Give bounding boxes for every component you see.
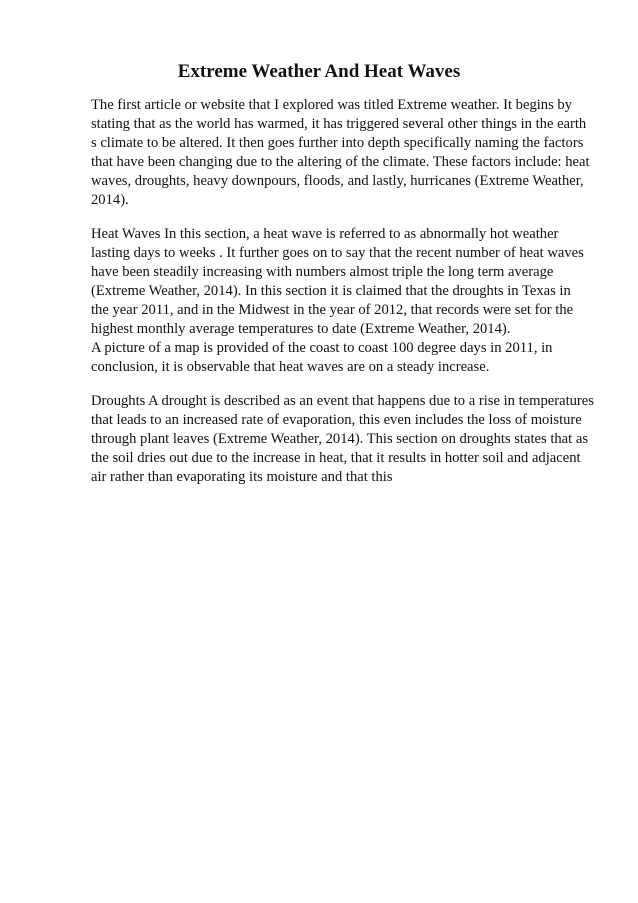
paragraph-3-line-1: Droughts A drought is described as an event that happens due to a rise in temperatures xyxy=(91,393,594,409)
paragraph-2-line-3: have been steadily increasing with numbers almost triple the long term average xyxy=(91,264,554,280)
paragraph-1-line-1: The first article or website that I explored was titled Extreme weather. It begins by xyxy=(91,97,573,113)
paragraph-3-line-4: the soil dries out due to the increase in heat, that it results in hotter soil and adjacent xyxy=(91,450,581,466)
paragraph-1-line-4: that have been changing due to the altering of the climate. These factors include: heat xyxy=(91,154,590,170)
paragraph-2-line-2: lasting days to weeks . It further goes on to say that the recent number of heat waves xyxy=(91,245,584,261)
paragraph-3-line-5: air rather than evaporating its moisture and that this xyxy=(91,469,393,485)
paragraph-1-line-6: 2014). xyxy=(91,192,129,208)
paragraph-1-line-2: stating that as the world has warmed, it has triggered several other things in the earth xyxy=(91,116,587,132)
paragraph-3-line-3: through plant leaves (Extreme Weather, 2014). This section on droughts states that as xyxy=(91,431,589,447)
paragraph-2-line-6: highest monthly average temperatures to date (Extreme Weather, 2014). xyxy=(91,321,511,337)
paragraph-2-line-8: conclusion, it is observable that heat waves are on a steady increase. xyxy=(91,359,490,375)
paragraph-1-line-5: waves, droughts, heavy downpours, floods, and lastly, hurricanes (Extreme Weather, xyxy=(91,173,584,189)
paragraph-3-line-2: that leads to an increased rate of evaporation, this even includes the loss of moisture xyxy=(91,412,582,428)
paragraph-2-line-1: Heat Waves In this section, a heat wave is referred to as abnormally hot weather xyxy=(91,226,559,242)
paragraph-2-line-4: (Extreme Weather, 2014). In this section it is claimed that the droughts in Texas in xyxy=(91,283,571,299)
paragraph-1-line-3: s climate to be altered. It then goes further into depth specifically naming the factors xyxy=(91,135,584,151)
paragraph-2-line-7: A picture of a map is provided of the coast to coast 100 degree days in 2011, in xyxy=(91,340,553,356)
document-title: Extreme Weather And Heat Waves xyxy=(177,61,461,82)
paragraph-2-line-5: the year 2011, and in the Midwest in the year of 2012, that records were set for the xyxy=(91,302,574,318)
